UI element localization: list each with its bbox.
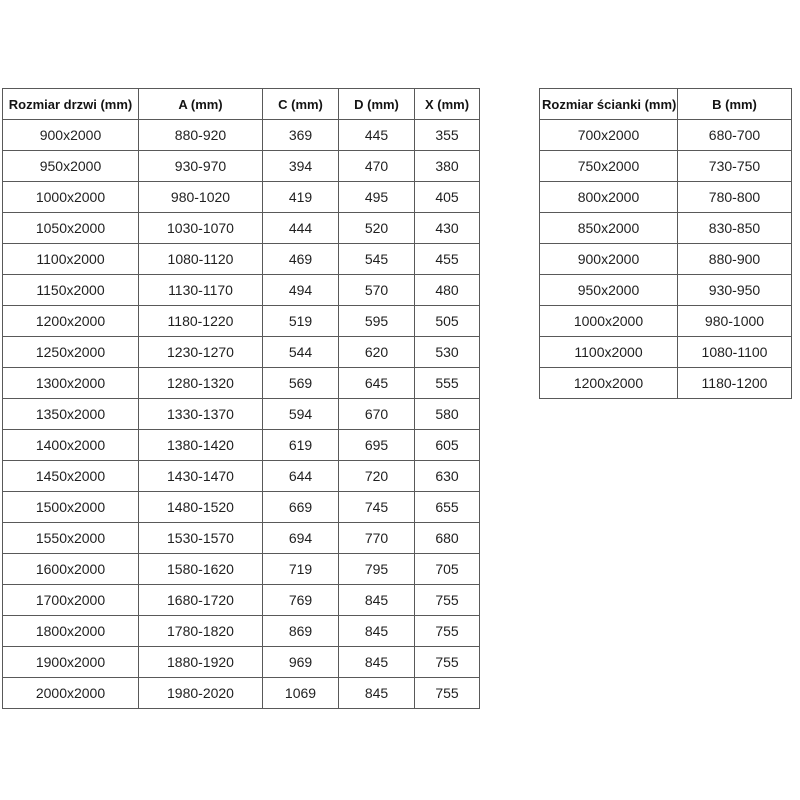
cell: 1080-1100 <box>678 337 792 368</box>
cell: 355 <box>415 120 480 151</box>
cell: 569 <box>263 368 339 399</box>
cell: 620 <box>339 337 415 368</box>
cell: 1200x2000 <box>3 306 139 337</box>
cell: 769 <box>263 585 339 616</box>
cell: 1780-1820 <box>139 616 263 647</box>
cell: 770 <box>339 523 415 554</box>
cell: 969 <box>263 647 339 678</box>
cell: 494 <box>263 275 339 306</box>
cell: 430 <box>415 213 480 244</box>
table-row <box>3 151 480 182</box>
wall-sizes-table <box>539 88 792 399</box>
cell: 520 <box>339 213 415 244</box>
cell: 880-920 <box>139 120 263 151</box>
cell: 755 <box>415 585 480 616</box>
cell: 700x2000 <box>540 120 678 151</box>
cell: 1130-1170 <box>139 275 263 306</box>
cell: 1600x2000 <box>3 554 139 585</box>
cell: 2000x2000 <box>3 678 139 709</box>
table-row <box>3 213 480 244</box>
cell: 1680-1720 <box>139 585 263 616</box>
column-header: B (mm) <box>678 89 792 120</box>
cell: 530 <box>415 337 480 368</box>
table-row <box>540 306 792 337</box>
table-row <box>3 275 480 306</box>
cell: 670 <box>339 399 415 430</box>
cell: 630 <box>415 461 480 492</box>
cell: 1900x2000 <box>3 647 139 678</box>
table-row <box>3 306 480 337</box>
cell: 1180-1220 <box>139 306 263 337</box>
cell: 595 <box>339 306 415 337</box>
cell: 455 <box>415 244 480 275</box>
cell: 1700x2000 <box>3 585 139 616</box>
cell: 1200x2000 <box>540 368 678 399</box>
cell: 1430-1470 <box>139 461 263 492</box>
cell: 694 <box>263 523 339 554</box>
cell: 470 <box>339 151 415 182</box>
cell: 1530-1570 <box>139 523 263 554</box>
table-row <box>540 275 792 306</box>
cell: 1350x2000 <box>3 399 139 430</box>
cell: 980-1020 <box>139 182 263 213</box>
cell: 950x2000 <box>540 275 678 306</box>
door-sizes-table <box>2 88 480 709</box>
table-row <box>3 337 480 368</box>
table-row <box>3 399 480 430</box>
cell: 705 <box>415 554 480 585</box>
cell: 1280-1320 <box>139 368 263 399</box>
table-row <box>3 585 480 616</box>
column-header: X (mm) <box>415 89 480 120</box>
cell: 755 <box>415 647 480 678</box>
cell: 980-1000 <box>678 306 792 337</box>
table-row <box>3 523 480 554</box>
cell: 1550x2000 <box>3 523 139 554</box>
cell: 845 <box>339 616 415 647</box>
table-row <box>540 368 792 399</box>
cell: 1880-1920 <box>139 647 263 678</box>
cell: 880-900 <box>678 244 792 275</box>
cell: 750x2000 <box>540 151 678 182</box>
cell: 645 <box>339 368 415 399</box>
cell: 845 <box>339 585 415 616</box>
cell: 900x2000 <box>540 244 678 275</box>
cell: 745 <box>339 492 415 523</box>
cell: 405 <box>415 182 480 213</box>
table-row <box>540 120 792 151</box>
cell: 445 <box>339 120 415 151</box>
cell: 830-850 <box>678 213 792 244</box>
table-row <box>540 213 792 244</box>
table-row <box>3 492 480 523</box>
cell: 555 <box>415 368 480 399</box>
cell: 1050x2000 <box>3 213 139 244</box>
cell: 394 <box>263 151 339 182</box>
table-row <box>3 182 480 213</box>
table-row <box>540 337 792 368</box>
column-header: Rozmiar ścianki (mm) <box>540 89 678 120</box>
cell: 1450x2000 <box>3 461 139 492</box>
cell: 1100x2000 <box>3 244 139 275</box>
cell: 1300x2000 <box>3 368 139 399</box>
cell: 580 <box>415 399 480 430</box>
table-row <box>3 461 480 492</box>
cell: 495 <box>339 182 415 213</box>
cell: 419 <box>263 182 339 213</box>
cell: 800x2000 <box>540 182 678 213</box>
cell: 1250x2000 <box>3 337 139 368</box>
table-row <box>540 182 792 213</box>
table-row <box>540 151 792 182</box>
cell: 519 <box>263 306 339 337</box>
table-row <box>3 120 480 151</box>
cell: 719 <box>263 554 339 585</box>
cell: 1069 <box>263 678 339 709</box>
cell: 544 <box>263 337 339 368</box>
cell: 1080-1120 <box>139 244 263 275</box>
cell: 869 <box>263 616 339 647</box>
header-row <box>3 89 480 120</box>
cell: 1800x2000 <box>3 616 139 647</box>
cell: 570 <box>339 275 415 306</box>
cell: 680 <box>415 523 480 554</box>
cell: 845 <box>339 647 415 678</box>
cell: 605 <box>415 430 480 461</box>
cell: 950x2000 <box>3 151 139 182</box>
cell: 1580-1620 <box>139 554 263 585</box>
cell: 1380-1420 <box>139 430 263 461</box>
cell: 1000x2000 <box>3 182 139 213</box>
cell: 1500x2000 <box>3 492 139 523</box>
cell: 845 <box>339 678 415 709</box>
cell: 930-970 <box>139 151 263 182</box>
cell: 1150x2000 <box>3 275 139 306</box>
cell: 644 <box>263 461 339 492</box>
cell: 720 <box>339 461 415 492</box>
cell: 469 <box>263 244 339 275</box>
table-row <box>3 554 480 585</box>
cell: 1230-1270 <box>139 337 263 368</box>
table-row <box>540 244 792 275</box>
cell: 1180-1200 <box>678 368 792 399</box>
cell: 480 <box>415 275 480 306</box>
cell: 900x2000 <box>3 120 139 151</box>
cell: 655 <box>415 492 480 523</box>
header-row <box>540 89 792 120</box>
table-row <box>3 616 480 647</box>
column-header: A (mm) <box>139 89 263 120</box>
cell: 545 <box>339 244 415 275</box>
cell: 755 <box>415 616 480 647</box>
cell: 730-750 <box>678 151 792 182</box>
cell: 444 <box>263 213 339 244</box>
table-row <box>3 368 480 399</box>
cell: 850x2000 <box>540 213 678 244</box>
cell: 669 <box>263 492 339 523</box>
table-row <box>3 430 480 461</box>
cell: 780-800 <box>678 182 792 213</box>
cell: 1330-1370 <box>139 399 263 430</box>
cell: 695 <box>339 430 415 461</box>
table-row <box>3 678 480 709</box>
cell: 1480-1520 <box>139 492 263 523</box>
cell: 930-950 <box>678 275 792 306</box>
cell: 380 <box>415 151 480 182</box>
table-row <box>3 647 480 678</box>
cell: 755 <box>415 678 480 709</box>
column-header: D (mm) <box>339 89 415 120</box>
cell: 619 <box>263 430 339 461</box>
cell: 1980-2020 <box>139 678 263 709</box>
cell: 505 <box>415 306 480 337</box>
cell: 1400x2000 <box>3 430 139 461</box>
table-row <box>3 244 480 275</box>
cell: 369 <box>263 120 339 151</box>
cell: 795 <box>339 554 415 585</box>
cell: 594 <box>263 399 339 430</box>
cell: 1100x2000 <box>540 337 678 368</box>
cell: 680-700 <box>678 120 792 151</box>
column-header: C (mm) <box>263 89 339 120</box>
cell: 1030-1070 <box>139 213 263 244</box>
column-header: Rozmiar drzwi (mm) <box>3 89 139 120</box>
cell: 1000x2000 <box>540 306 678 337</box>
